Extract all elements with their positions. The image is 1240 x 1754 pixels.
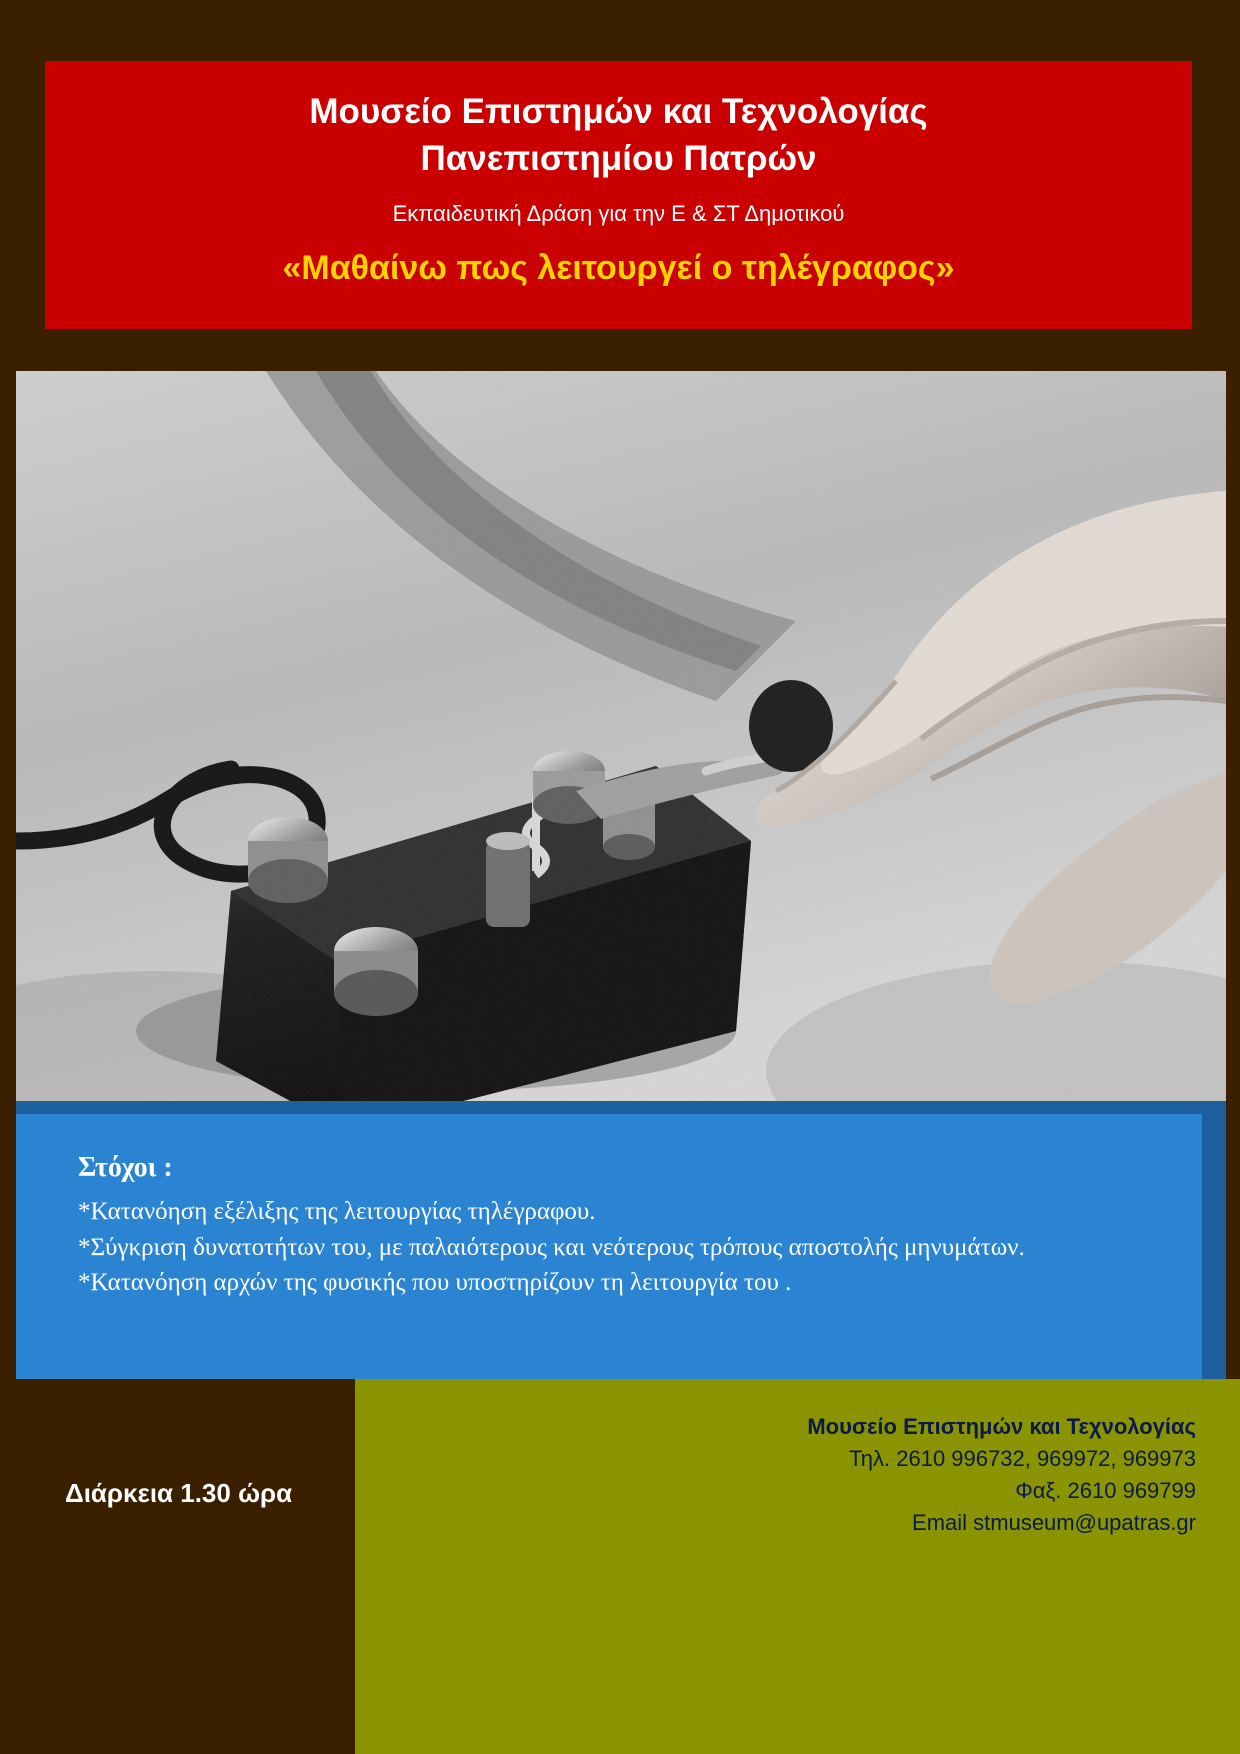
telegraph-photo [16,371,1226,1102]
activity-title: «Μαθαίνω πως λειτουργεί ο τηλέγραφος» [282,248,955,287]
telegraph-photo-graphic [16,371,1226,1102]
objective-item-2: *Σύγκριση δυνατοτήτων του, με παλαιότερους και νεότερους τρόπους αποστολής μηνυμάτων. [78,1233,1025,1261]
header-banner [45,61,1192,329]
objectives-block [16,1114,1202,1379]
activity-subtitle: Εκπαιδευτική Δράση για την Ε & ΣΤ Δημοτικού [392,201,845,227]
footer-contact-panel [355,1379,1240,1754]
museum-title-line1: Μουσείο Επιστημών και Τεχνολογίας [309,92,928,131]
museum-title-line2: Πανεπιστημίου Πατρών [420,138,817,178]
objective-item-3: *Κατανόηση αρχών της φυσικής που υποστηρίζουν τη λειτουργία του . [78,1269,792,1296]
objectives-title: Στόχοι : [78,1152,173,1183]
contact-fax: Φαξ. 2610 969799 [1015,1477,1196,1503]
footer-left-panel [0,1379,395,1754]
objective-item-1: *Κατανόηση εξέλιξης της λειτουργίας τηλέγραφου. [78,1198,596,1225]
duration-label: Διάρκεια 1.30 ώρα [65,1478,293,1508]
contact-museum-name: Μουσείο Επιστημών και Τεχνολογίας [807,1414,1196,1439]
contact-phone: Τηλ. 2610 996732, 969972, 969973 [848,1445,1196,1471]
contact-email: Email stmuseum@upatras.gr [912,1509,1196,1535]
